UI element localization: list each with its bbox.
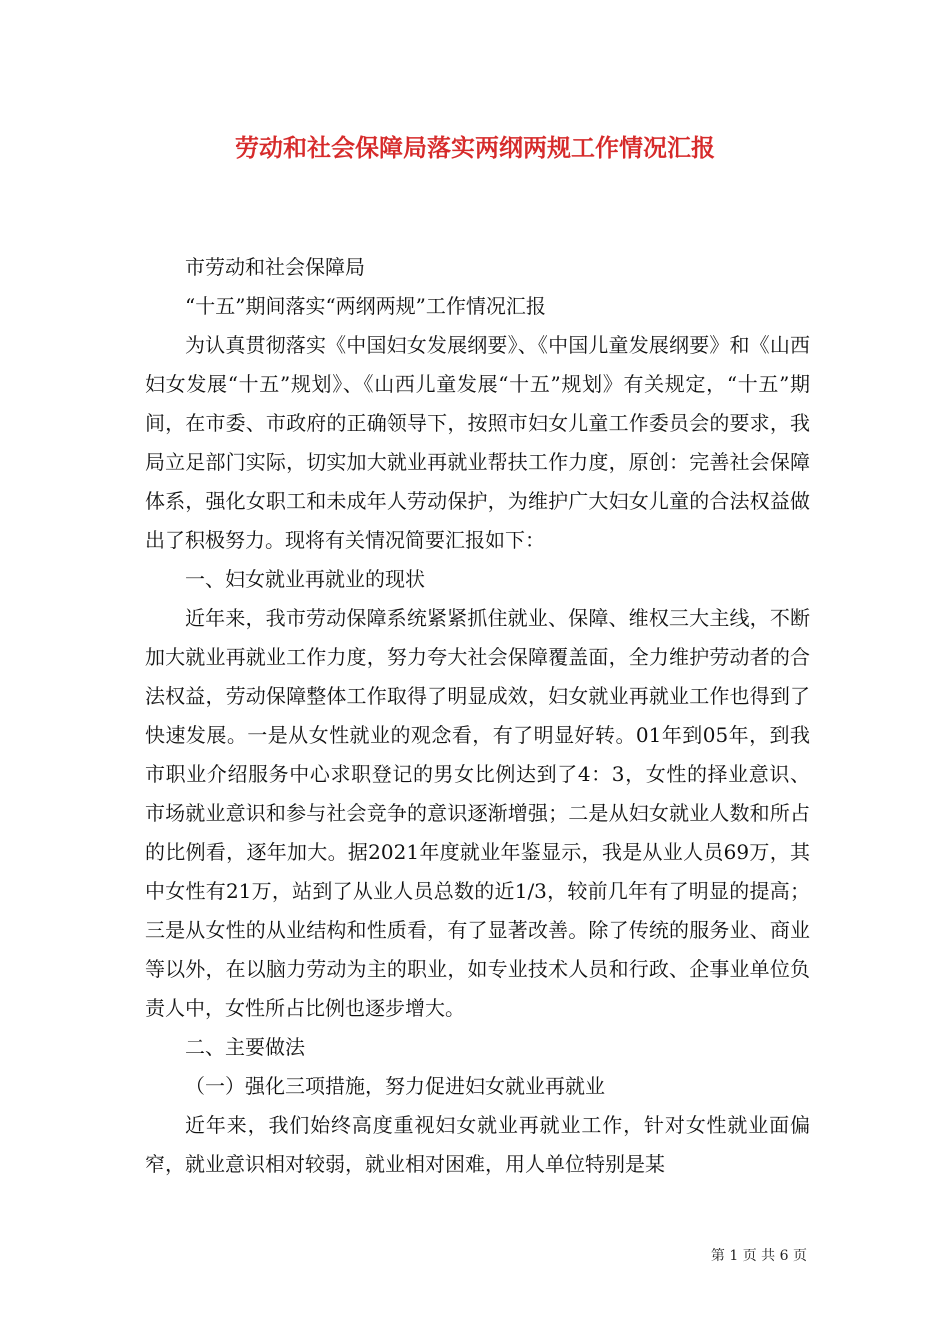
- section-heading-status: 一、妇女就业再就业的现状: [185, 567, 425, 591]
- paragraph-department: 市劳动和社会保障局: [185, 255, 365, 279]
- page-number: 第 1 页 共 6 页: [710, 1248, 807, 1264]
- document-body: [145, 248, 810, 1184]
- subsection-heading-measures: （一）强化三项措施，努力促进妇女就业再就业: [185, 1074, 605, 1098]
- paragraph-subtitle: “十五”期间落实“两纲两规”工作情况汇报: [185, 294, 546, 318]
- document-title: 劳动和社会保障局落实两纲两规工作情况汇报: [235, 133, 715, 162]
- section-heading-methods: 二、主要做法: [185, 1035, 305, 1059]
- paragraph-status: 近年来，我市劳动保障系统紧紧抓住就业、保障、维权三大主线，不断加大就业再就业工作力度，努力夸大社会保障覆盖面，全力维护劳动者的合法权益，劳动保障整体工作取得了明显成效，妇女就业再就业工作也得到了快速发展。一是从女性就业的观念看，有了明显好转。01年到05年，到我市职业介绍服务中心求职登记的男女比例达到了4：3，女性的择业意识、市场就业意识和参与社会竞争的意识逐渐增强；二是从妇女就业人数和所占的比例看，逐年加大。据2021年度就业年鉴显示，我是从业人员69万，其中女性有21万，站到了从业人员总数的近1/3，较前几年有了明显的提高；三是从女性的从业结构和性质看，有了显著改善。除了传统的服务业、商业等以外，在以脑力劳动为主的职业，如专业技术人员和行政、企事业单位负责人中，女性所占比例也逐步增大。: [145, 606, 810, 1020]
- paragraph-intro: 为认真贯彻落实《中国妇女发展纲要》、《中国儿童发展纲要》和《山西妇女发展“十五”规划》、《山西儿童发展“十五”规划》有关规定，“十五”期间，在市委、市政府的正确领导下，按照市妇女儿童工作委员会的要求，我局立足部门实际，切实加大就业再就业帮扶工作力度，原创：完善社会保障体系，强化女职工和未成年人劳动保护，为维护广大妇女儿童的合法权益做出了积极努力。现将有关情况简要汇报如下：: [145, 333, 810, 552]
- paragraph-measures: 近年来，我们始终高度重视妇女就业再就业工作，针对女性就业面偏窄，就业意识相对较弱，就业相对困难，用人单位特别是某: [145, 1113, 810, 1176]
